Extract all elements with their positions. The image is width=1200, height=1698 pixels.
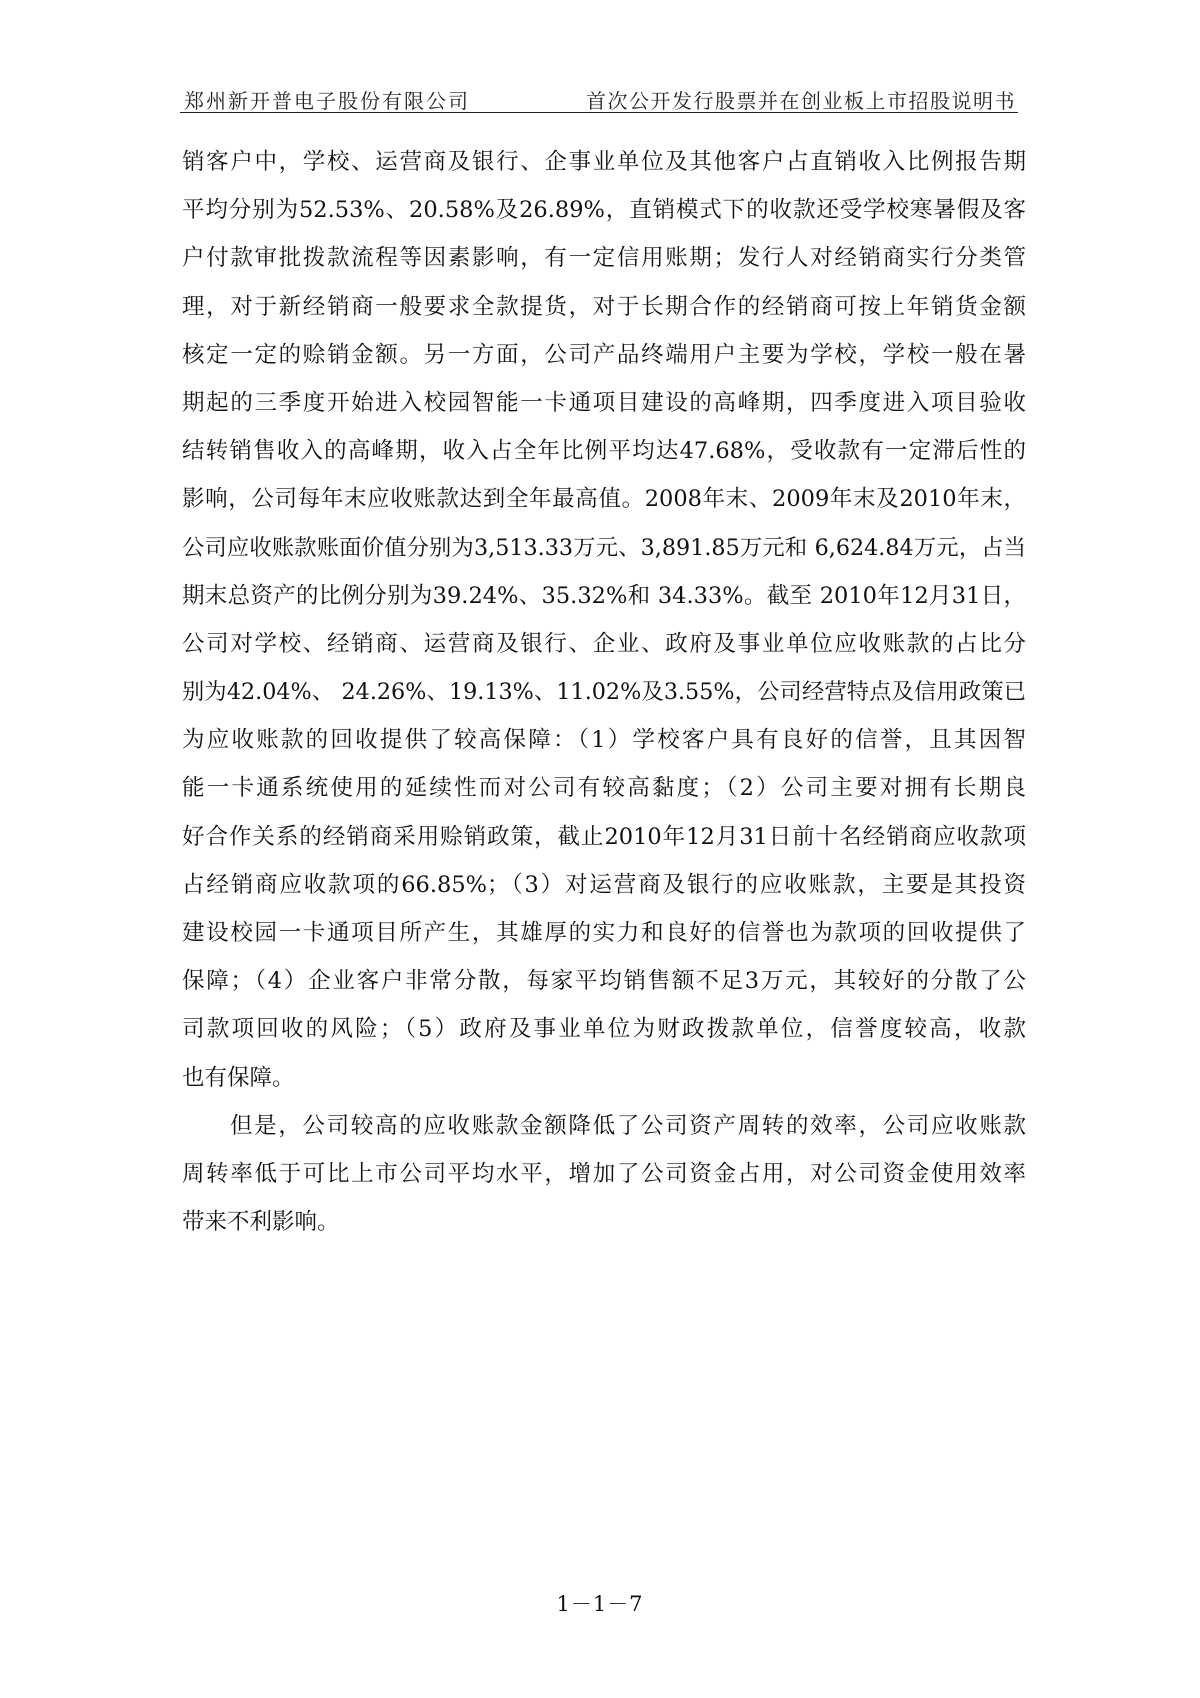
page-header [180, 82, 1018, 113]
text-line: 期起的三季度开始进入校园智能一卡通项目建设的高峰期，四季度进入项目验收 [182, 389, 1026, 416]
text-line: 公司应收账款账面价值分别为3,513.33万元、3,891.85万元和 6,624.84万元，占当 [182, 534, 1026, 561]
page-number: 1－1－7 [556, 1592, 644, 1616]
text-line: 户付款审批拨款流程等因素影响，有一定信用账期；发行人对经销商实行分类管 [182, 245, 1026, 272]
header-company-name: 郑州新开普电子股份有限公司 [184, 89, 470, 113]
paragraph [182, 138, 1026, 1102]
text-line: 为应收账款的回收提供了较高保障：（1）学校客户具有良好的信誉，且其因智 [182, 727, 1026, 754]
text-line: 也有保障。 [182, 1064, 295, 1091]
text-line: 建设校园一卡通项目所产生，其雄厚的实力和良好的信誉也为款项的回收提供了 [182, 920, 1026, 946]
text-line: 核定一定的赊销金额。另一方面，公司产品终端用户主要为学校，学校一般在暑 [182, 341, 1026, 368]
text-line: 期末总资产的比例分别为39.24%、35.32%和 34.33%。截至 2010年12月31日， [182, 582, 1026, 609]
text-line: 好合作关系的经销商采用赊销政策，截止2010年12月31日前十名经销商应收款项 [182, 823, 1026, 850]
text-line: 公司对学校、经销商、运营商及银行、企业、政府及事业单位应收账款的占比分 [182, 630, 1026, 657]
text-line: 司款项回收的风险；（5）政府及事业单位为财政拨款单位，信誉度较高，收款 [182, 1016, 1026, 1043]
text-line: 结转销售收入的高峰期，收入占全年比例平均达47.68%，受收款有一定滞后性的 [182, 438, 1026, 465]
text-line: 但是，公司较高的应收账款金额降低了公司资产周转的效率，公司应收账款 [230, 1112, 1026, 1139]
paragraph [182, 1102, 1026, 1247]
text-line: 影响，公司每年末应收账款达到全年最高值。2008年末、2009年末及2010年末， [182, 486, 1026, 513]
header-document-title: 首次公开发行股票并在创业板上市招股说明书 [586, 89, 1016, 113]
text-line: 能一卡通系统使用的延续性而对公司有较高黏度；（2）公司主要对拥有长期良 [182, 775, 1026, 802]
text-line: 保障；（4）企业客户非常分散，每家平均销售额不足3万元，其较好的分散了公 [182, 968, 1026, 995]
text-line: 占经销商应收款项的66.85%；（3）对运营商及银行的应收账款，主要是其投资 [182, 871, 1026, 898]
text-line: 理，对于新经销商一般要求全款提货，对于长期合作的经销商可按上年销货金额 [182, 293, 1026, 320]
text-line: 周转率低于可比上市公司平均水平，增加了公司资金占用，对公司资金使用效率 [182, 1160, 1026, 1187]
text-line: 别为42.04%、 24.26%、19.13%、11.02%及3.55%，公司经营特点及信用政策已 [182, 679, 1026, 706]
text-line: 平均分别为52.53%、20.58%及26.89%，直销模式下的收款还受学校寒暑假及客 [182, 197, 1026, 224]
body-text [182, 138, 1026, 1246]
text-line: 带来不利影响。 [182, 1209, 340, 1236]
text-line: 销客户中，学校、运营商及银行、企事业单位及其他客户占直销收入比例报告期 [182, 149, 1026, 175]
